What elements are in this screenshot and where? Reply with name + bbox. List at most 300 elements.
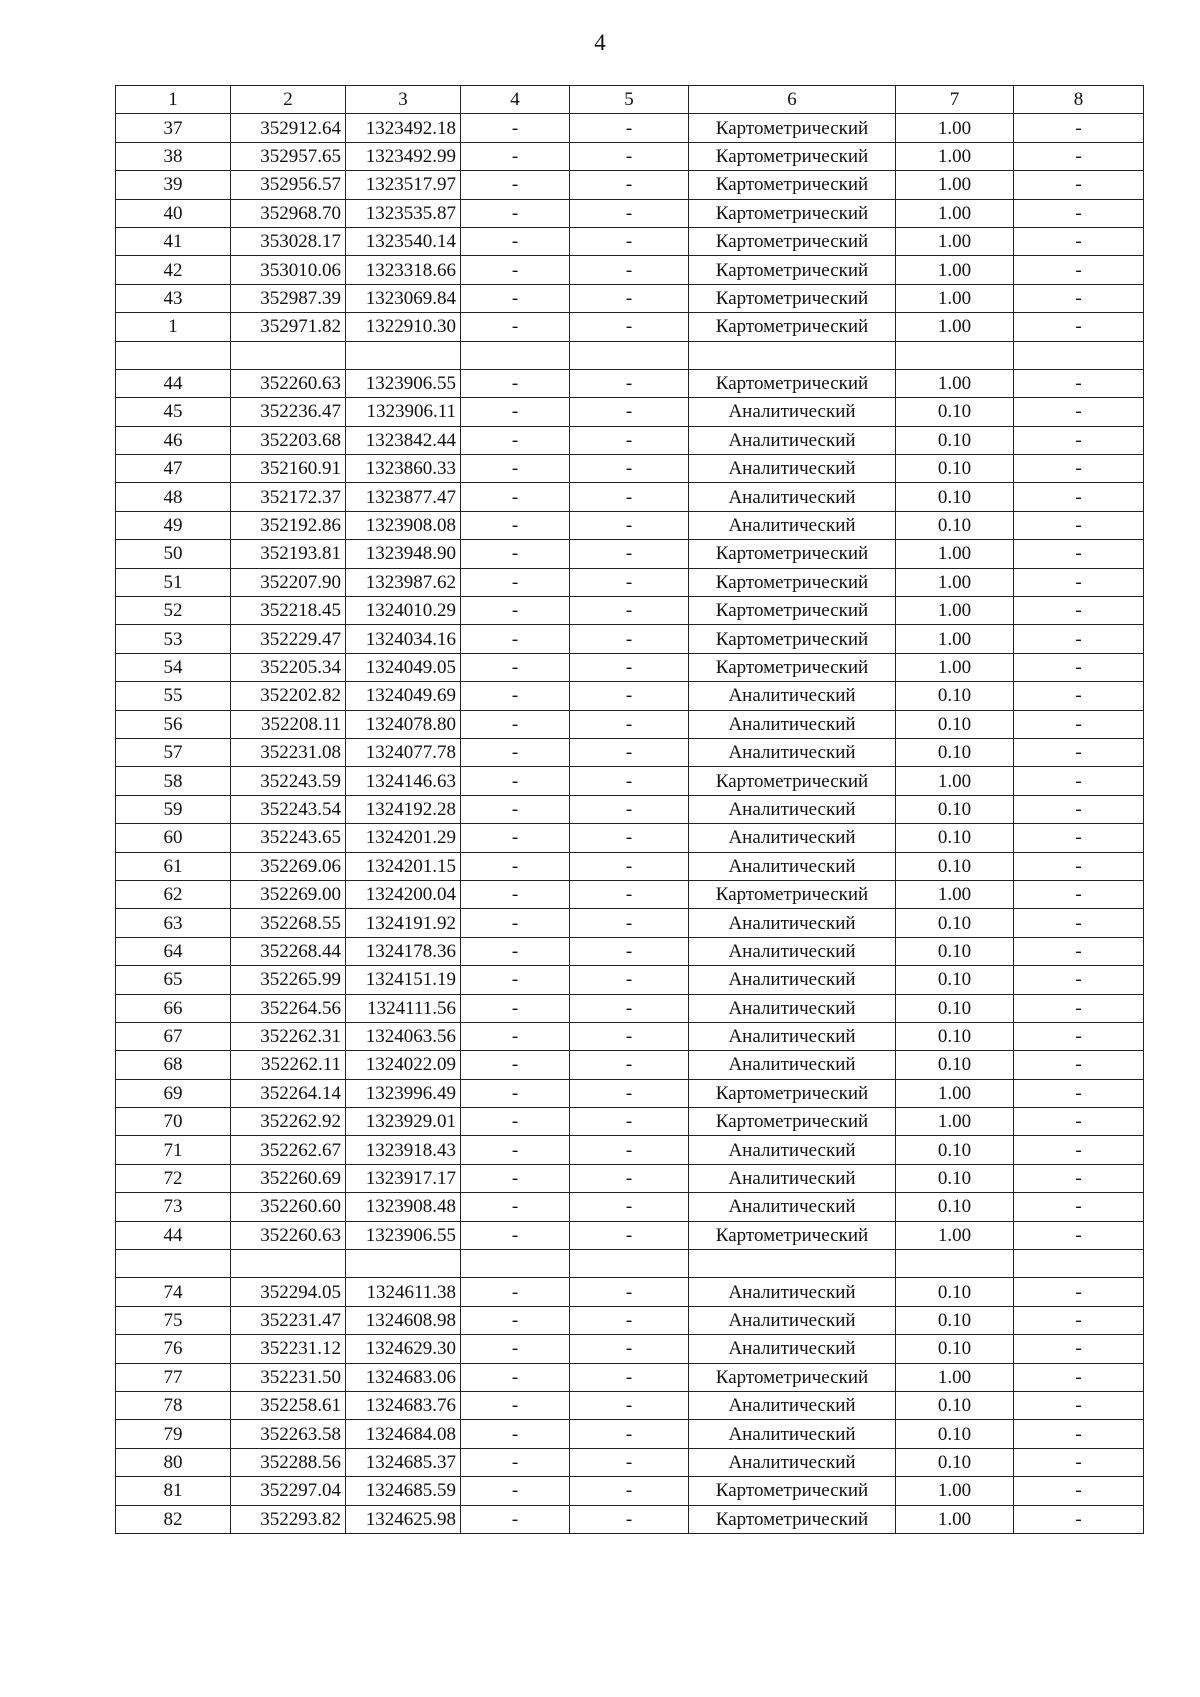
table-row [116,1391,1144,1419]
table-cell-col-8 [1014,341,1144,369]
table-cell-col-6: Картометрический [689,369,896,397]
column-header-6: 6 [689,86,896,114]
table-cell-col-1: 68 [116,1051,231,1079]
table-cell-col-6: Картометрический [689,653,896,681]
table-cell-col-1: 45 [116,398,231,426]
table-cell-col-6: Аналитический [689,909,896,937]
table-cell-col-1: 65 [116,966,231,994]
table-cell-col-2: 352971.82 [231,313,346,341]
table-cell-col-5: - [570,966,689,994]
table-cell-col-1: 1 [116,313,231,341]
table-cell-col-3: 1323906.55 [346,369,461,397]
table-cell-col-8: - [1014,1108,1144,1136]
table-cell-col-4: - [461,994,570,1022]
table-cell-col-3: 1323908.08 [346,511,461,539]
table-cell-col-8: - [1014,710,1144,738]
table-cell-col-3: 1323492.18 [346,114,461,142]
table-cell-col-6: Аналитический [689,937,896,965]
table-cell-col-6: Аналитический [689,824,896,852]
table-cell-col-6: Картометрический [689,199,896,227]
table-cell-col-1 [116,1250,231,1278]
table-cell-col-7: 1.00 [896,369,1014,397]
table-cell-col-5: - [570,738,689,766]
table-row [116,1051,1144,1079]
table-cell-col-1: 76 [116,1335,231,1363]
table-cell-col-8: - [1014,966,1144,994]
table-cell-col-2: 352269.06 [231,852,346,880]
table-row [116,597,1144,625]
table-cell-col-2: 352268.55 [231,909,346,937]
table-cell-col-8: - [1014,937,1144,965]
table-cell-col-4: - [461,1051,570,1079]
table-cell-col-8: - [1014,767,1144,795]
table-cell-col-8: - [1014,625,1144,653]
table-cell-col-1: 81 [116,1477,231,1505]
table-cell-col-2: 352297.04 [231,1477,346,1505]
table-cell-col-6: Аналитический [689,398,896,426]
table-cell-col-7: 0.10 [896,710,1014,738]
table-cell-col-2: 352260.63 [231,369,346,397]
table-cell-col-2: 352208.11 [231,710,346,738]
table-cell-col-7: 1.00 [896,1477,1014,1505]
table-cell-col-5: - [570,1420,689,1448]
table-cell-col-2: 352288.56 [231,1448,346,1476]
table-cell-col-4: - [461,227,570,255]
table-cell-col-3: 1324191.92 [346,909,461,937]
table-cell-col-3: 1323877.47 [346,483,461,511]
table-cell-col-4: - [461,625,570,653]
table-cell-col-5: - [570,710,689,738]
table-cell-col-1: 47 [116,455,231,483]
table-cell-col-3: 1324034.16 [346,625,461,653]
table-cell-col-7: 0.10 [896,1335,1014,1363]
table-cell-col-4: - [461,1278,570,1306]
table-row [116,710,1144,738]
column-header-2: 2 [231,86,346,114]
table-cell-col-2: 352207.90 [231,568,346,596]
table-cell-col-8: - [1014,852,1144,880]
table-cell-col-6: Аналитический [689,1420,896,1448]
table-cell-col-4: - [461,1505,570,1533]
table-cell-col-6: Аналитический [689,710,896,738]
table-cell-col-8: - [1014,1477,1144,1505]
table-cell-col-5: - [570,426,689,454]
table-cell-col-7: 0.10 [896,483,1014,511]
table-cell-col-7: 0.10 [896,909,1014,937]
table-cell-col-1: 49 [116,511,231,539]
table-cell-col-1: 55 [116,682,231,710]
table-cell-col-2: 352262.31 [231,1022,346,1050]
table-cell-col-5: - [570,1335,689,1363]
table-cell-col-6: Картометрический [689,625,896,653]
table-cell-col-8: - [1014,994,1144,1022]
table-row [116,966,1144,994]
table-cell-col-5: - [570,1022,689,1050]
table-row [116,1164,1144,1192]
table-cell-col-5: - [570,199,689,227]
table-cell-col-3: 1324611.38 [346,1278,461,1306]
table-cell-col-4: - [461,483,570,511]
table-cell-col-2: 352205.34 [231,653,346,681]
table-cell-col-2: 352231.50 [231,1363,346,1391]
table-cell-col-2: 352294.05 [231,1278,346,1306]
table-cell-col-3: 1323492.99 [346,142,461,170]
table-row [116,1278,1144,1306]
table-cell-col-1: 44 [116,1221,231,1249]
table-cell-col-7: 0.10 [896,937,1014,965]
table-cell-col-3: 1323540.14 [346,227,461,255]
table-cell-col-1: 40 [116,199,231,227]
table-cell-col-7: 0.10 [896,1420,1014,1448]
table-cell-col-3: 1324200.04 [346,880,461,908]
table-cell-col-8: - [1014,171,1144,199]
table-cell-col-4: - [461,937,570,965]
table-cell-col-7: 1.00 [896,256,1014,284]
table-cell-col-5: - [570,937,689,965]
table-cell-col-7: 0.10 [896,1022,1014,1050]
table-cell-col-8: - [1014,1136,1144,1164]
table-cell-col-3: 1324685.59 [346,1477,461,1505]
table-row [116,171,1144,199]
table-cell-col-2: 352262.11 [231,1051,346,1079]
table-cell-col-1: 59 [116,795,231,823]
table-cell-col-4 [461,1250,570,1278]
table-cell-col-7: 0.10 [896,795,1014,823]
table-cell-col-2: 352236.47 [231,398,346,426]
table-row [116,1335,1144,1363]
table-row [116,1221,1144,1249]
table-cell-col-8: - [1014,511,1144,539]
table-cell-col-5: - [570,653,689,681]
table-cell-col-5 [570,341,689,369]
table-cell-col-4: - [461,256,570,284]
table-cell-col-8: - [1014,1193,1144,1221]
table-cell-col-2: 352264.14 [231,1079,346,1107]
table-row [116,426,1144,454]
table-cell-col-2: 352293.82 [231,1505,346,1533]
table-cell-col-5: - [570,171,689,199]
column-header-5: 5 [570,86,689,114]
table-cell-col-2 [231,341,346,369]
table-cell-col-8: - [1014,824,1144,852]
table-cell-col-7: 1.00 [896,1108,1014,1136]
table-cell-col-4: - [461,795,570,823]
table-cell-col-5: - [570,1108,689,1136]
table-row [116,937,1144,965]
table-cell-col-6: Картометрический [689,1363,896,1391]
table-cell-col-5: - [570,313,689,341]
table-cell-col-3: 1323948.90 [346,540,461,568]
table-cell-col-8: - [1014,1278,1144,1306]
table-cell-col-6: Аналитический [689,1022,896,1050]
table-cell-col-6: Аналитический [689,795,896,823]
table-cell-col-2: 352260.69 [231,1164,346,1192]
table-cell-col-6: Картометрический [689,540,896,568]
table-row [116,1477,1144,1505]
table-cell-col-1: 38 [116,142,231,170]
table-cell-col-2: 352987.39 [231,284,346,312]
table-cell-col-3: 1324629.30 [346,1335,461,1363]
table-cell-col-3: 1324077.78 [346,738,461,766]
table-cell-col-5: - [570,1164,689,1192]
table-row [116,1079,1144,1107]
table-cell-col-2: 352957.65 [231,142,346,170]
table-cell-col-5: - [570,767,689,795]
table-cell-col-8: - [1014,455,1144,483]
table-cell-col-7: 0.10 [896,966,1014,994]
table-cell-col-6: Аналитический [689,738,896,766]
table-cell-col-2: 352968.70 [231,199,346,227]
table-cell-col-2: 352231.08 [231,738,346,766]
table-cell-col-1 [116,341,231,369]
table-cell-col-6: Аналитический [689,1335,896,1363]
table-cell-col-6: Аналитический [689,682,896,710]
table-cell-col-6 [689,1250,896,1278]
table-row [116,256,1144,284]
table-cell-col-7: 0.10 [896,1278,1014,1306]
table-cell-col-8: - [1014,1363,1144,1391]
table-cell-col-3: 1323842.44 [346,426,461,454]
table-cell-col-3 [346,341,461,369]
table-cell-col-8: - [1014,256,1144,284]
table-cell-col-6: Аналитический [689,1448,896,1476]
table-cell-col-6: Картометрический [689,171,896,199]
table-cell-col-6: Аналитический [689,1193,896,1221]
table-cell-col-2: 353010.06 [231,256,346,284]
table-cell-col-1: 52 [116,597,231,625]
table-cell-col-7: 0.10 [896,1051,1014,1079]
table-cell-col-6: Картометрический [689,1108,896,1136]
table-cell-col-3: 1324178.36 [346,937,461,965]
table-cell-col-6: Аналитический [689,483,896,511]
table-cell-col-4: - [461,114,570,142]
table-cell-col-4: - [461,511,570,539]
table-cell-col-1: 73 [116,1193,231,1221]
table-cell-col-2: 352265.99 [231,966,346,994]
table-cell-col-7: 1.00 [896,625,1014,653]
table-cell-col-2: 352243.59 [231,767,346,795]
table-cell-col-5: - [570,1391,689,1419]
table-row [116,284,1144,312]
table-cell-col-4: - [461,455,570,483]
table-cell-col-3: 1323917.17 [346,1164,461,1192]
table-cell-col-5: - [570,1079,689,1107]
table-cell-col-4: - [461,1221,570,1249]
table-cell-col-2: 352218.45 [231,597,346,625]
table-cell-col-4: - [461,1306,570,1334]
table-row [116,483,1144,511]
table-cell-col-6: Аналитический [689,994,896,1022]
table-cell-col-6: Картометрический [689,880,896,908]
table-cell-col-2: 352172.37 [231,483,346,511]
table-cell-col-3: 1323908.48 [346,1193,461,1221]
table-cell-col-7: 1.00 [896,767,1014,795]
table-cell-col-7: 1.00 [896,1079,1014,1107]
table-cell-col-1: 72 [116,1164,231,1192]
table-cell-col-8: - [1014,114,1144,142]
table-cell-col-3: 1324608.98 [346,1306,461,1334]
table-row [116,1505,1144,1533]
table-row [116,511,1144,539]
table-cell-col-8: - [1014,1448,1144,1476]
table-cell-col-4: - [461,824,570,852]
table-cell-col-6: Картометрический [689,1221,896,1249]
table-cell-col-7: 0.10 [896,852,1014,880]
table-cell-col-2: 352203.68 [231,426,346,454]
table-cell-col-6: Аналитический [689,1136,896,1164]
table-cell-col-8: - [1014,313,1144,341]
table-cell-col-3: 1323517.97 [346,171,461,199]
table-cell-col-7: 1.00 [896,171,1014,199]
table-cell-col-1: 51 [116,568,231,596]
table-cell-col-8: - [1014,369,1144,397]
table-cell-col-3: 1324049.69 [346,682,461,710]
table-cell-col-3: 1324022.09 [346,1051,461,1079]
table-cell-col-2: 352269.00 [231,880,346,908]
table-cell-col-4: - [461,199,570,227]
table-cell-col-6: Аналитический [689,1051,896,1079]
table-cell-col-7: 1.00 [896,284,1014,312]
table-cell-col-3: 1324201.29 [346,824,461,852]
table-row [116,625,1144,653]
table-row [116,114,1144,142]
table-cell-col-4: - [461,540,570,568]
table-cell-col-3: 1323929.01 [346,1108,461,1136]
table-row [116,994,1144,1022]
table-cell-col-2: 352229.47 [231,625,346,653]
table-cell-col-1: 71 [116,1136,231,1164]
table-cell-col-7: 1.00 [896,1363,1014,1391]
table-cell-col-4: - [461,1335,570,1363]
table-cell-col-8: - [1014,398,1144,426]
table-cell-col-3: 1324010.29 [346,597,461,625]
table-cell-col-5: - [570,540,689,568]
table-row [116,653,1144,681]
table-cell-col-5: - [570,1136,689,1164]
table-cell-col-8: - [1014,568,1144,596]
table-cell-col-5: - [570,994,689,1022]
table-cell-col-1: 50 [116,540,231,568]
table-cell-col-4: - [461,398,570,426]
table-cell-col-3: 1324049.05 [346,653,461,681]
table-cell-col-1: 48 [116,483,231,511]
table-cell-col-2: 352243.65 [231,824,346,852]
table-cell-col-4: - [461,1193,570,1221]
table-cell-col-1: 74 [116,1278,231,1306]
table-cell-col-2: 352193.81 [231,540,346,568]
table-row [116,142,1144,170]
table-row [116,1363,1144,1391]
table-cell-col-7: 1.00 [896,880,1014,908]
column-header-3: 3 [346,86,461,114]
table-cell-col-4: - [461,682,570,710]
table-cell-col-8: - [1014,483,1144,511]
table-row [116,199,1144,227]
table-cell-col-3: 1324192.28 [346,795,461,823]
table-cell-col-2: 352262.67 [231,1136,346,1164]
table-cell-col-5: - [570,1051,689,1079]
table-row [116,568,1144,596]
table-row [116,540,1144,568]
table-cell-col-1: 67 [116,1022,231,1050]
table-cell-col-6: Аналитический [689,1278,896,1306]
table-row-separator [116,1250,1144,1278]
table-cell-col-6: Аналитический [689,426,896,454]
table-cell-col-1: 60 [116,824,231,852]
table-cell-col-8: - [1014,653,1144,681]
table-row [116,852,1144,880]
table-cell-col-4: - [461,852,570,880]
table-cell-col-1: 57 [116,738,231,766]
table-row [116,1108,1144,1136]
table-cell-col-3: 1323996.49 [346,1079,461,1107]
table-row [116,738,1144,766]
table-cell-col-5: - [570,227,689,255]
column-header-1: 1 [116,86,231,114]
table-cell-col-8: - [1014,426,1144,454]
table-cell-col-4: - [461,653,570,681]
table-cell-col-4: - [461,767,570,795]
table-cell-col-7 [896,1250,1014,1278]
table-cell-col-5: - [570,1278,689,1306]
table-cell-col-5: - [570,284,689,312]
table-cell-col-2 [231,1250,346,1278]
table-cell-col-7: 1.00 [896,199,1014,227]
table-cell-col-7: 0.10 [896,1193,1014,1221]
table-row [116,909,1144,937]
table-cell-col-4: - [461,369,570,397]
table-row [116,398,1144,426]
table-cell-col-8: - [1014,227,1144,255]
table-cell-col-4: - [461,738,570,766]
table-cell-col-1: 58 [116,767,231,795]
table-row [116,795,1144,823]
table-cell-col-4: - [461,426,570,454]
table-cell-col-1: 43 [116,284,231,312]
table-cell-col-7: 0.10 [896,426,1014,454]
table-cell-col-2: 352192.86 [231,511,346,539]
table-cell-col-5: - [570,1448,689,1476]
table-cell-col-5: - [570,1306,689,1334]
table-row [116,1420,1144,1448]
table-cell-col-1: 54 [116,653,231,681]
table-cell-col-6: Картометрический [689,142,896,170]
page-number: 4 [594,30,606,55]
table-cell-col-5: - [570,256,689,284]
table-cell-col-2: 352231.12 [231,1335,346,1363]
table-cell-col-2: 352258.61 [231,1391,346,1419]
table-cell-col-4 [461,341,570,369]
table-cell-col-3: 1323906.11 [346,398,461,426]
table-cell-col-7: 1.00 [896,568,1014,596]
table-cell-col-6: Картометрический [689,1079,896,1107]
table-cell-col-2: 352231.47 [231,1306,346,1334]
table-cell-col-4: - [461,880,570,908]
table-cell-col-8: - [1014,1051,1144,1079]
table-cell-col-1: 44 [116,369,231,397]
table-cell-col-6: Аналитический [689,1164,896,1192]
table-cell-col-7: 1.00 [896,227,1014,255]
table-cell-col-4: - [461,1448,570,1476]
table-cell-col-4: - [461,1420,570,1448]
table-cell-col-4: - [461,710,570,738]
table-cell-col-6 [689,341,896,369]
table-row [116,455,1144,483]
table-cell-col-2: 352912.64 [231,114,346,142]
table-cell-col-6: Аналитический [689,966,896,994]
table-cell-col-5: - [570,511,689,539]
table-row [116,369,1144,397]
